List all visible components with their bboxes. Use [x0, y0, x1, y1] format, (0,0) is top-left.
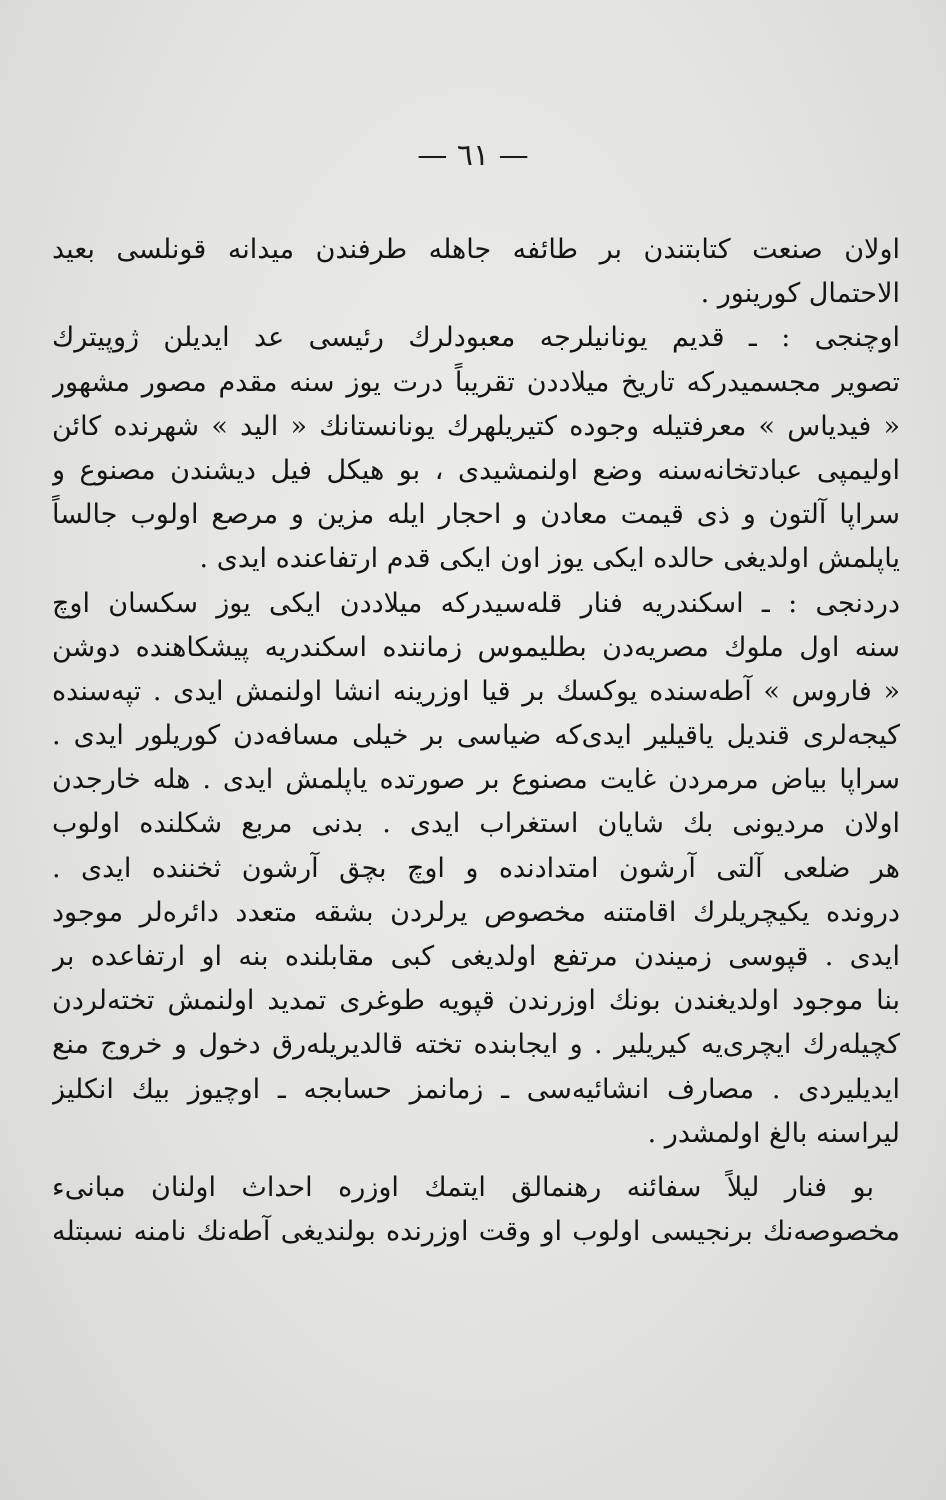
text-line: دردنجی : ـ اسکندریه فنار قله‌سیدرکه میلاددن ایکی یوز سکسان اوچ	[52, 587, 900, 619]
text-line: سراپا آلتون و ذی قیمت معادن و احجار ایله مزین و مرصع اولوب جالساً	[52, 499, 900, 531]
page-number: — ٦١ —	[417, 138, 529, 173]
text-line: الاحتمال کورینور .	[700, 278, 900, 310]
text-line: مخصوصه‌نك برنجیسی اولوب او وقت اوزرنده بولندیغی آطه‌نك نامنه نسبتله	[52, 1216, 900, 1248]
text-line: بنا موجود اولدیغندن بونك اوزرندن قپویه طوغری تمدید اولنمش تخته‌لردن	[52, 985, 900, 1017]
text-line: ایدیلیردی . مصارف انشائیه‌سی ـ زمانمز حسابجه ـ اوچیوز بیك انکلیز	[52, 1073, 900, 1105]
text-line: سنه اول ملوك مصریه‌دن بطلیموس زماننده اسکندریه پیشکاهنده دوشن	[52, 631, 900, 663]
text-line: هر ضلعی آلتی آرشون امتدادنده و اوچ بچق آرشون ثخننده ایدی .	[52, 852, 900, 884]
text-line: اولان مردیونی بك شایان استغراب ایدی . بدنی مربع شکلنده اولوب	[52, 808, 900, 840]
text-line: سراپا بیاض مرمردن غایت مصنوع بر صورتده یاپلمش ایدی . هله خارجدن	[52, 764, 900, 796]
text-line: « فاروس » آطه‌سنده یوکسك بر قیا اوزرینه انشا اولنمش ایدی . تپه‌سنده	[52, 675, 900, 707]
text-line: کیجه‌لری قندیل یاقیلیر ایدی‌که ضیاسی بر خیلی مسافه‌دن کوریلور ایدی .	[52, 720, 900, 752]
text-line: لیراسنه بالغ اولمشدر .	[647, 1117, 900, 1149]
body-text	[52, 228, 900, 1254]
text-line: اولان صنعت کتابتندن بر طائفه جاهله طرفندن میدانه قونلسی بعید	[52, 234, 900, 265]
text-line: ایدی . قپوسی زمیندن مرتفع اولدیغی کبی مقابلنده بنه او ارتفاعده بر	[52, 941, 900, 972]
text-line: اولیمپی عبادتخانه‌سنه وضع اولنمشیدی ، بو هیکل فیل دیشندن مصنوع و	[52, 454, 900, 486]
text-line: تصویر مجسمیدرکه تاریخ میلاددن تقریباً درت یوز سنه مقدم مصور مشهور	[52, 366, 900, 398]
text-line: کچیله‌رك ایچری‌یه کیریلیر . و ایجابنده تخته قالدیریله‌رق دخول و خروج منع	[52, 1029, 900, 1061]
text-line: درونده یکیچریلرك اقامتنه مخصوص یرلردن بشقه متعدد دائره‌لر موجود	[52, 896, 900, 928]
text-line: « فیدیاس » معرفتیله وجوده کتیریلهرك یونانستانك « الید » شهرنده کائن	[52, 410, 900, 442]
text-line: بو فنار لیلاً سفائنه رهنمالق ایتمك اوزره احداث اولنان مبانیء	[52, 1171, 874, 1203]
text-line: یاپلمش اولدیغی حالده ایکی یوز اون ایکی قدم ارتفاعنده ایدی .	[199, 543, 900, 575]
text-line: اوچنجی : ـ قدیم یونانیلرجه معبودلرك رئیسی عد ایدیلن ژوپیترك	[52, 322, 900, 354]
